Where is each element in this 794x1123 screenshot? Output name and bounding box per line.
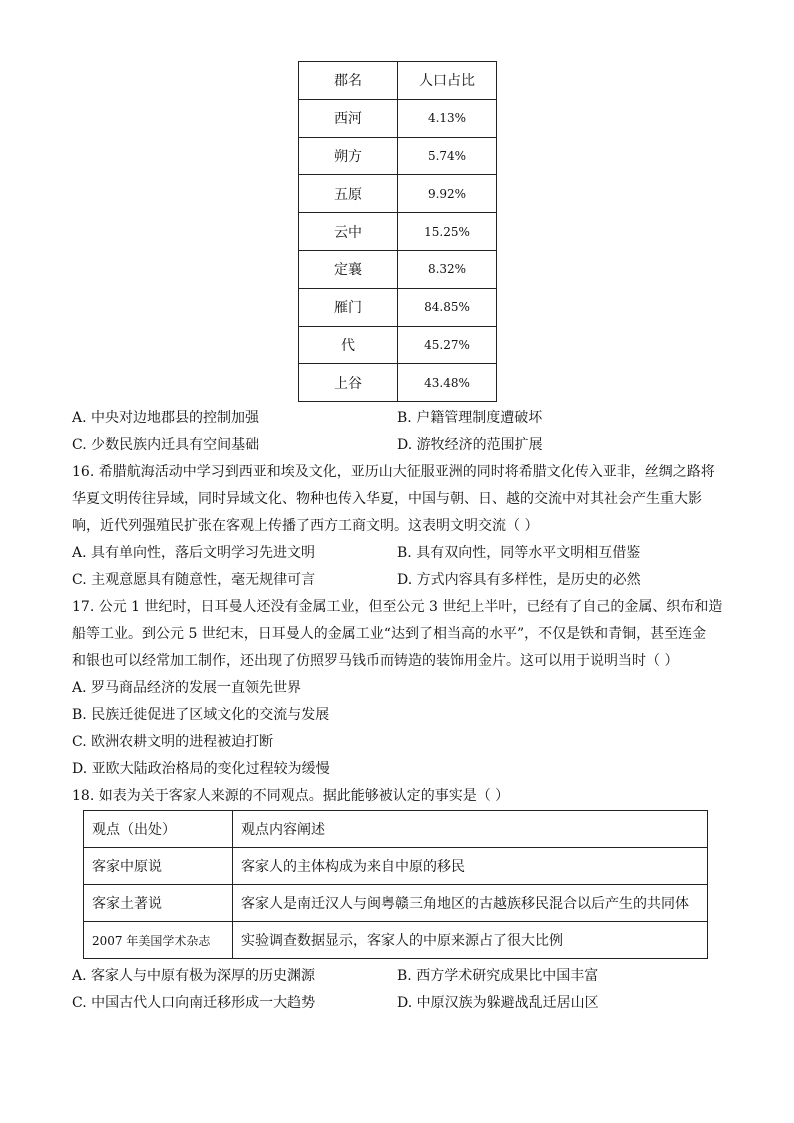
table-header-row [84, 811, 708, 848]
header-cell: 观点（出处） [84, 811, 233, 848]
q16-option-b: B. 具有双向性，同等水平文明相互借鉴 [397, 545, 641, 561]
q18-option-b: B. 西方学术研究成果比中国丰富 [397, 968, 599, 984]
table-row [299, 99, 497, 137]
table-row [299, 288, 497, 326]
q17-option-d: D. 亚欧大陆政治格局的变化过程较为缓慢 [72, 761, 330, 777]
ratio-cell: 8.32% [398, 250, 497, 288]
table-row [84, 848, 708, 885]
table-row [299, 250, 497, 288]
viewpoint-cell: 2007 年美国学术杂志 [84, 922, 233, 959]
q18-stem: 18. 如表为关于客家人来源的不同观点。据此能够被认定的事实是（ ） [72, 788, 510, 804]
table-row [299, 364, 497, 402]
q17-option-b: B. 民族迁徙促进了区域文化的交流与发展 [72, 707, 330, 723]
ratio-cell: 43.48% [398, 364, 497, 402]
ratio-cell: 5.74% [398, 137, 497, 175]
q18-option-d: D. 中原汉族为躲避战乱迁居山区 [397, 995, 599, 1011]
table-row [299, 175, 497, 213]
commandery-cell: 五原 [299, 175, 398, 213]
q17-option-c: C. 欧洲农耕文明的进程被迫打断 [72, 734, 274, 750]
q15-option-c: C. 少数民族内迁具有空间基础 [72, 437, 260, 453]
viewpoint-cell: 客家土著说 [84, 885, 233, 922]
q17-stem-line: 和银也可以经常加工制作，还出现了仿照罗马钱币而铸造的装饰用金片。这可以用于说明当时（ ） [72, 653, 679, 669]
commandery-cell: 代 [299, 326, 398, 364]
header-cell: 人口占比 [398, 62, 497, 100]
ratio-cell: 9.92% [398, 175, 497, 213]
table-row [299, 326, 497, 364]
q17-stem-line: 船等工业。到公元 5 世纪末，日耳曼人的金属工业“达到了相当高的水平”，不仅是铁和青铜，甚至连金 [72, 626, 707, 642]
q16-stem-line: 华夏文明传往异域，同时异域文化、物种也传入华夏，中国与朝、日、越的交流中对其社会产生重大影 [72, 491, 702, 507]
table-row [299, 213, 497, 251]
ratio-cell: 15.25% [398, 213, 497, 251]
q15-option-d: D. 游牧经济的范围扩展 [397, 437, 543, 453]
q17-stem-line: 17. 公元 1 世纪时，日耳曼人还没有金属工业，但至公元 3 世纪上半叶，已经有了自己的金属、织布和造 [72, 599, 723, 615]
description-cell: 客家人的主体构成为来自中原的移民 [233, 848, 708, 885]
q15-option-b: B. 户籍管理制度遭破坏 [397, 410, 543, 426]
q16-option-c: C. 主观意愿具有随意性，毫无规律可言 [72, 572, 316, 588]
commandery-cell: 朔方 [299, 137, 398, 175]
q16-stem-line: 16. 希腊航海活动中学习到西亚和埃及文化，亚历山大征服亚洲的同时将希腊文化传入亚非，丝绸之路将 [72, 464, 715, 480]
header-cell: 观点内容阐述 [233, 811, 708, 848]
ratio-cell: 45.27% [398, 326, 497, 364]
q16-stem-line: 响，近代列强殖民扩张在客观上传播了西方工商文明。这表明文明交流（ ） [72, 518, 539, 534]
commandery-cell: 云中 [299, 213, 398, 251]
viewpoint-cell: 客家中原说 [84, 848, 233, 885]
description-cell: 客家人是南迁汉人与闽粤赣三角地区的古越族移民混合以后产生的共同体 [233, 885, 708, 922]
q18-option-c: C. 中国古代人口向南迁移形成一大趋势 [72, 995, 316, 1011]
table-header-row [299, 62, 497, 100]
hakka-views-table [83, 810, 708, 959]
commandery-cell: 西河 [299, 99, 398, 137]
commandery-cell: 雁门 [299, 288, 398, 326]
table-row [299, 137, 497, 175]
table-row [84, 922, 708, 959]
q16-option-a: A. 具有单向性，落后文明学习先进文明 [72, 545, 316, 561]
q16-option-d: D. 方式内容具有多样性，是历史的必然 [397, 572, 641, 588]
q18-option-a: A. 客家人与中原有极为深厚的历史渊源 [72, 968, 316, 984]
q15-option-a: A. 中央对边地郡县的控制加强 [72, 410, 260, 426]
q17-option-a: A. 罗马商品经济的发展一直领先世界 [72, 680, 302, 696]
commandery-cell: 上谷 [299, 364, 398, 402]
description-cell: 实验调查数据显示，客家人的中原来源占了很大比例 [233, 922, 708, 959]
commandery-cell: 定襄 [299, 250, 398, 288]
population-table [298, 61, 497, 402]
ratio-cell: 4.13% [398, 99, 497, 137]
ratio-cell: 84.85% [398, 288, 497, 326]
table-row [84, 885, 708, 922]
header-cell: 郡名 [299, 62, 398, 100]
